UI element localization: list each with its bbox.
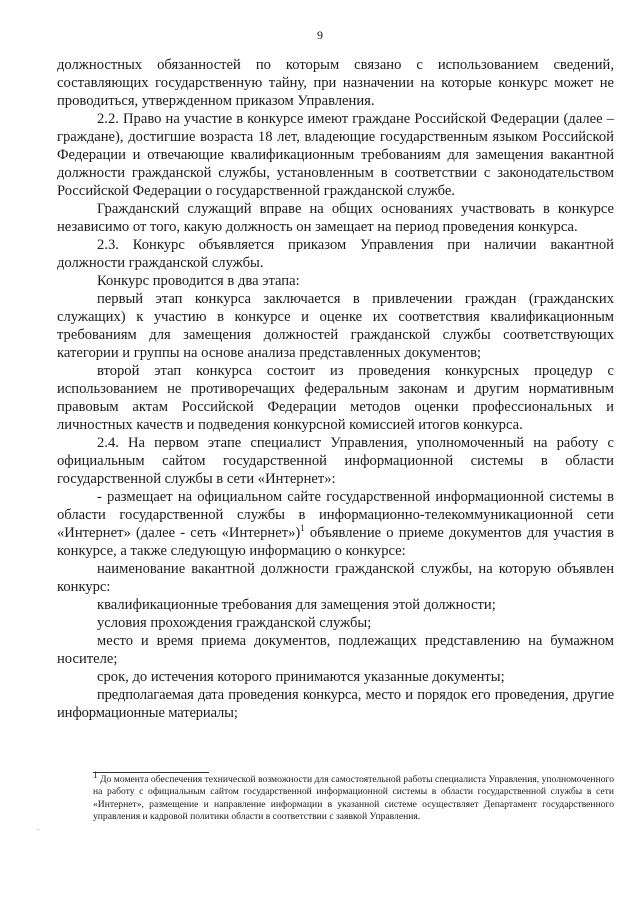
list-item-qualifications: квалификационные требования для замещения этой должности; [97,597,496,613]
paragraph-first-stage: первый этап конкурса заключается в привлечении граждан (гражданских служащих) к участию в конкурсе и оценке их соответствия квалификационным требованиям для замещения должностей гражданской службы соответствующих категории и группы на основе анализа представленных документов; [57,291,614,361]
list-item-contest-date: предполагаемая дата проведения конкурса, место и порядок его проведения, другие информационные материалы; [57,687,614,721]
document-body [57,56,614,722]
paragraph-second-stage: второй этап конкурса состоит из проведения конкурсных процедур с использованием не противоречащих федеральным законам и другим нормативным правовым актам Российской Федерации методов оценки профессиональных и личностных качеств и подведения конкурсной комиссией итогов конкурса. [57,363,614,433]
footnote-ref[interactable]: 1 [300,523,305,534]
page-number: 9 [317,28,323,42]
paragraph-two-stages: Конкурс проводится в два этапа: [97,273,300,289]
paragraph-civil-servant: Гражданский служащий вправе на общих основаниях участвовать в конкурсе независимо от того, какую должность он замещает на период проведения конкурса. [57,201,614,235]
paragraph-2-2: 2.2. Право на участие в конкурсе имеют граждане Российской Федерации (далее – граждане), достигшие возраста 18 лет, владеющие государственным языком Российской Федерации и отвечающие квалификационным требованиям для замещения вакантной должности гражданской службы, установленным в соответствии с законодательством Российской Федерации о государственной гражданской службе. [57,111,614,199]
paragraph-2-4: 2.4. На первом этапе специалист Управления, уполномоченный на работу с официальным сайтом государственной информационной системы в области государственной службы в сети «Интернет»: [57,435,614,487]
list-item-position-name: наименование вакантной должности гражданской службы, на которую объявлен конкурс: [57,561,614,595]
margin-mark: . [37,823,39,832]
paragraph-2-3: 2.3. Конкурс объявляется приказом Управления при наличии вакантной должности гражданской службы. [57,237,614,271]
footnote [93,769,614,823]
footnote-text: До момента обеспечения технической возможности для самостоятельной работы специалиста Управления, уполномоченного на работу с официальным сайтом государственной информационной системы в области государственной службы в сети «Интернет», размещение и направление информации в указанной системе осуществляет Департамент государственного управления и кадровой политики области в соответствии с заявкой Управления. [93,774,614,822]
posting-text: - размещает на официальном сайте государственной информационной системы в области государственной службы в информационно-телекоммуникационной сети «Интернет» (далее - сеть «Интернет») [57,489,614,541]
footnote-divider [93,772,209,773]
footnote-mark: 1 [93,769,98,780]
paragraph-posting [57,488,614,560]
list-item-deadline: срок, до истечения которого принимаются указанные документы; [97,669,505,685]
posting-text-cont: объявление о приеме документов для участия в конкурсе, а также следующую информацию о конкурсе: [57,525,614,559]
paragraph-1: должностных обязанностей по которым связано с использованием сведений, составляющих государственную тайну, при назначении на которые конкурс может не проводиться, утвержденном приказом Управления. [57,57,614,109]
list-item-place-time: место и время приема документов, подлежащих представлению на бумажном носителе; [57,633,614,667]
list-item-service-conditions: условия прохождения гражданской службы; [97,615,372,631]
